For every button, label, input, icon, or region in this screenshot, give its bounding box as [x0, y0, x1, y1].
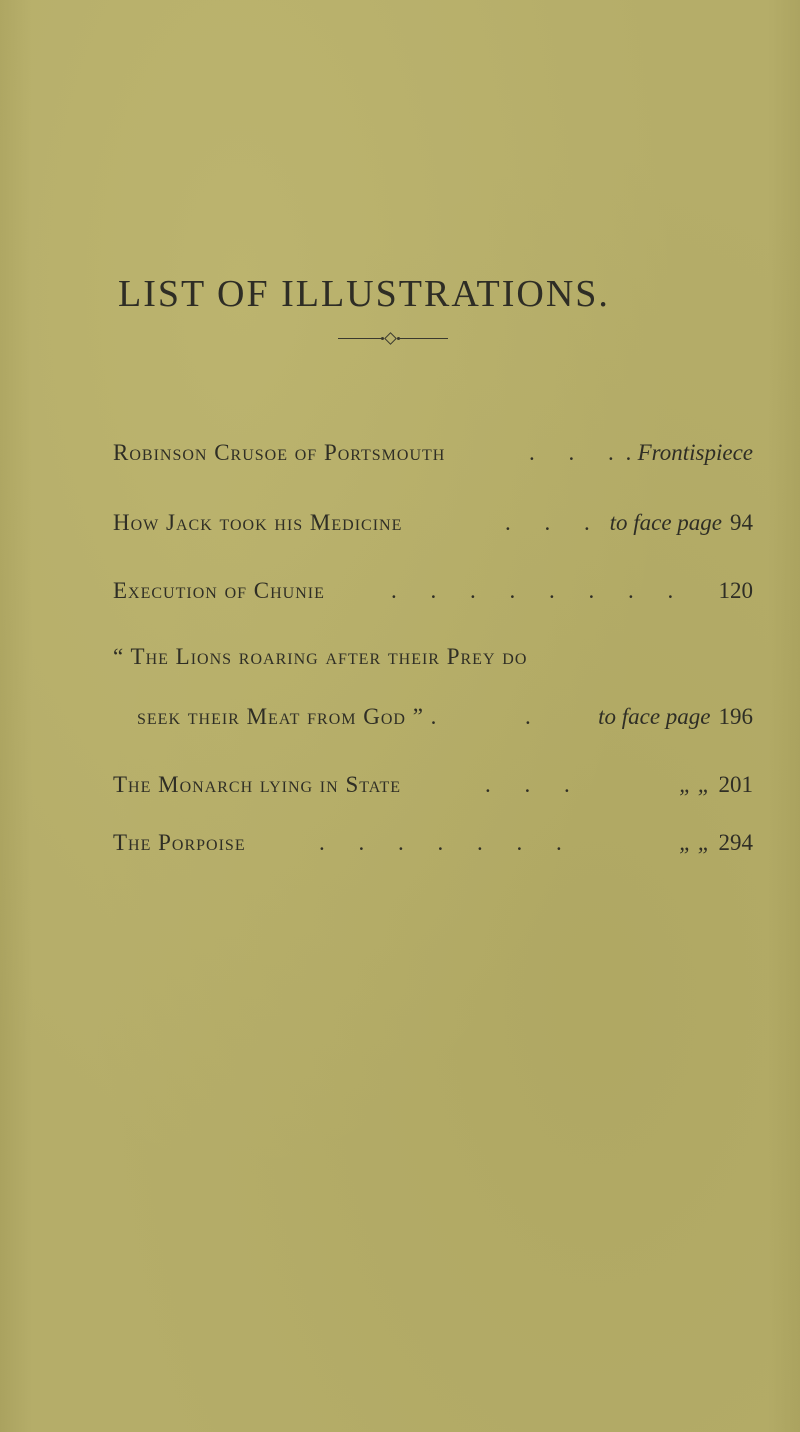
leader-dots: . . . — [505, 510, 604, 535]
page-title: LIST OF ILLUSTRATIONS. — [118, 273, 610, 315]
page-reference — [679, 830, 753, 856]
page-reference — [610, 510, 753, 536]
page-number: 120 — [718, 578, 753, 603]
page-number: 201 — [718, 772, 753, 797]
page-number: 196 — [718, 704, 753, 729]
reference-label: to face page — [598, 704, 711, 729]
illustration-title: How Jack took his Medicine — [113, 510, 403, 535]
illustration-title-continued: seek their Meat from God ” . — [137, 704, 438, 729]
leader-dots: . . . . . . . — [319, 830, 576, 855]
leader-dots: . . . — [485, 772, 584, 797]
leader-dots: . . . — [529, 440, 628, 465]
illustration-title: “ The Lions roaring after their Prey do — [113, 644, 528, 669]
reference-label: „ „ — [679, 830, 711, 855]
title-ornament — [338, 333, 448, 345]
page-reference — [711, 578, 754, 604]
illustration-title: The Porpoise — [113, 830, 246, 855]
page-number: 294 — [718, 830, 753, 855]
ornament-rule-left — [338, 338, 382, 339]
reference-label: . Frontispiece — [626, 440, 753, 465]
page-reference — [626, 440, 753, 466]
page-reference — [679, 772, 753, 798]
page-number: 94 — [730, 510, 753, 535]
ornament-diamond-icon — [384, 332, 397, 345]
reference-label: to face page — [609, 510, 722, 535]
reference-label: „ „ — [679, 772, 711, 797]
ornament-rule-right — [400, 338, 448, 339]
illustration-title: Execution of Chunie — [113, 578, 325, 603]
leader-dots: . — [525, 704, 545, 729]
leader-dots: . . . . . . . . — [391, 578, 688, 603]
illustration-title: Robinson Crusoe of Portsmouth — [113, 440, 446, 465]
illustration-title: The Monarch lying in State — [113, 772, 402, 797]
page-reference — [598, 704, 753, 730]
